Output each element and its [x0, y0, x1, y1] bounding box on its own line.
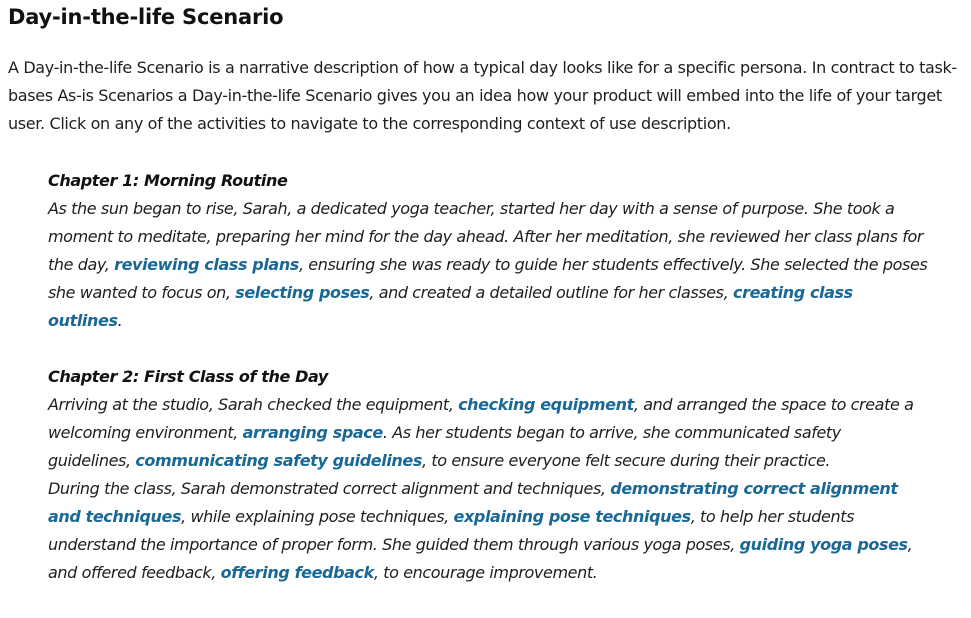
activity-link-creating-class-outlines[interactable]: creating class outlines	[48, 283, 853, 330]
narrative-text: , to ensure everyone felt secure during their practice.	[422, 451, 831, 470]
chapter-title: Chapter 2: First Class of the Day	[48, 367, 328, 386]
activity-link-communicating-safety-guidelines[interactable]: communicating safety guidelines	[135, 451, 422, 470]
scenario-narrative	[48, 167, 928, 587]
page-title: Day-in-the-life Scenario	[8, 5, 284, 29]
narrative-text: . As her students began to arrive, she communicated safety guidelines,	[48, 423, 841, 470]
activity-link-explaining-pose-techniques[interactable]: explaining pose techniques	[453, 507, 691, 526]
narrative-text: , to encourage improvement.	[373, 563, 598, 582]
activity-link-guiding-yoga-poses[interactable]: guiding yoga poses	[739, 535, 908, 554]
narrative-text: As the sun began to rise, Sarah, a dedicated yoga teacher, started her day with a sense of purpose. She took a moment to meditate, preparing her mind for the day ahead. After her meditation, she reviewed her class plans for the day,	[48, 199, 924, 274]
narrative-text: , to help her students understand the importance of proper form. She guided them through various yoga poses,	[48, 507, 855, 554]
narrative-text: Arriving at the studio, Sarah checked the equipment,	[48, 395, 459, 414]
narrative-text: During the class, Sarah demonstrated correct alignment and techniques,	[48, 479, 611, 498]
narrative-text: , ensuring she was ready to guide her students effectively. She selected the poses she wanted to focus on,	[48, 255, 928, 302]
chapter-title: Chapter 1: Morning Routine	[48, 171, 288, 190]
narrative-text: , while explaining pose techniques,	[181, 507, 454, 526]
chapter-2	[48, 363, 928, 587]
chapter-paragraph	[48, 391, 928, 475]
narrative-text: , and offered feedback,	[48, 535, 913, 582]
activity-link-checking-equipment[interactable]: checking equipment	[458, 395, 634, 414]
activity-link-arranging-space[interactable]: arranging space	[242, 423, 383, 442]
narrative-text: .	[117, 311, 123, 330]
narrative-text: , and created a detailed outline for her classes,	[369, 283, 733, 302]
chapter-paragraph	[48, 475, 928, 587]
narrative-text: , and arranged the space to create a welcoming environment,	[48, 395, 914, 442]
activity-link-selecting-poses[interactable]: selecting poses	[235, 283, 370, 302]
activity-link-offering-feedback[interactable]: offering feedback	[220, 563, 374, 582]
activity-link-demonstrating-correct-alignment-and-techniques[interactable]: demonstrating correct alignment and techniques	[48, 479, 898, 526]
chapter-paragraph	[48, 195, 928, 335]
activity-link-reviewing-class-plans[interactable]: reviewing class plans	[114, 255, 299, 274]
chapter-1	[48, 167, 928, 335]
intro-paragraph: A Day-in-the-life Scenario is a narrative description of how a typical day looks like for a specific persona. In contract to task-bases As-is Scenarios a Day-in-the-life Scenario gives you an idea how your product will embed into the life of your target user. Click on any of the activities to navigate to the corresponding context of use description.	[8, 58, 957, 133]
